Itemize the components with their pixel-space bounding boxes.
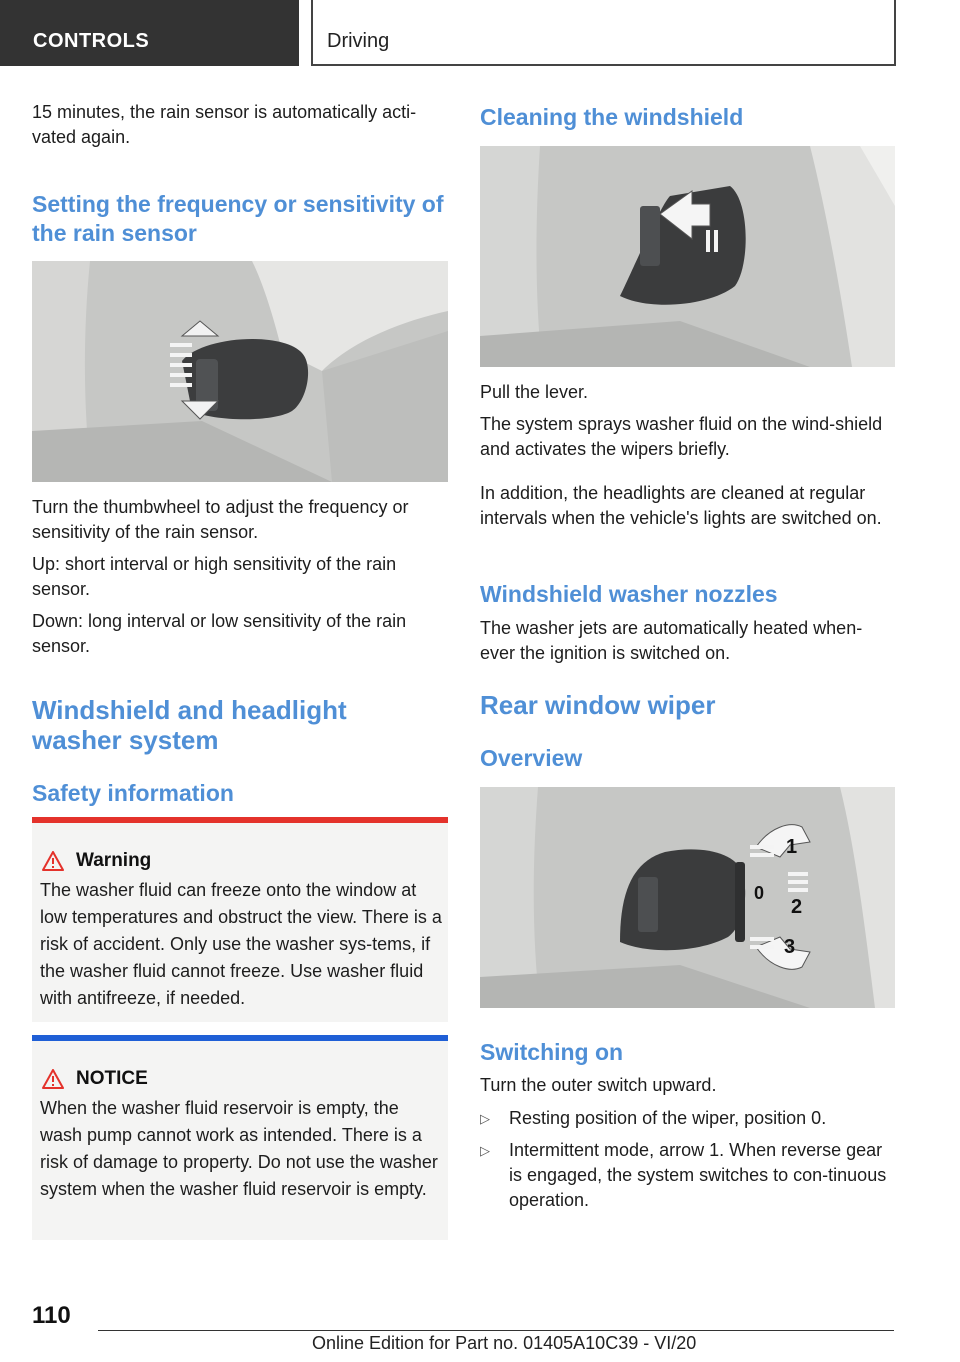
- turn-paragraph: Turn the thumbwheel to adjust the frequency or sensitivity of the rain sensor.: [32, 497, 409, 542]
- warning-title: Warning: [76, 850, 152, 871]
- notice-title: NOTICE: [76, 1068, 148, 1089]
- pull-lever-photo: [480, 146, 895, 367]
- notice-header: [42, 1068, 148, 1090]
- down-paragraph: Down: long interval or low sensitivity of the rain sensor.: [32, 611, 407, 656]
- switching-heading: Switching on: [480, 1039, 624, 1065]
- footer-edition: Online Edition for Part no. 01405A10C39 - VI/20: [312, 1333, 697, 1353]
- pull-paragraph: Pull the lever.: [480, 382, 589, 402]
- overview-heading: Overview: [480, 745, 583, 771]
- warning-triangle-icon: [42, 851, 64, 871]
- warning-box: [32, 817, 448, 1022]
- bullet-item: [480, 1106, 896, 1134]
- notice-triangle-icon: [42, 1069, 64, 1089]
- bullet-triangle-icon: ▷: [480, 1111, 490, 1126]
- notice-box: [32, 1035, 448, 1240]
- footer-divider: [98, 1330, 894, 1331]
- rear-wiper-diagram: [480, 787, 895, 1008]
- safety-heading: Safety information: [32, 780, 234, 806]
- position-2-label: 2: [791, 896, 803, 918]
- warning-header: [42, 850, 151, 872]
- nozzles-heading: Windshield washer nozzles: [480, 581, 778, 607]
- position-0-label: 0: [754, 883, 765, 903]
- up-paragraph: Up: short interval or high sensitivity of the rain sensor.: [32, 554, 397, 599]
- section-tab: CONTROLS: [0, 0, 299, 66]
- notice-text: When the washer fluid reservoir is empty, the wash pump cannot work as intended. There is a risk of damage to property. Do not use the washer system when the washer fluid reservoir is empty.: [40, 1098, 438, 1199]
- bullet-text: Resting position of the wiper, position 0.: [509, 1108, 827, 1128]
- nozzles-paragraph: The washer jets are automatically heated when‐ever the ignition is switched on.: [480, 618, 863, 663]
- rain-sensor-heading: Setting the frequency or sensitivity of the rain sensor: [32, 191, 444, 246]
- bullet-item: [480, 1138, 896, 1218]
- position-1-label: 1: [786, 836, 798, 858]
- bullet-text: Intermittent mode, arrow 1. When reverse gear is engaged, the system switches to con‐tinuous operation.: [509, 1140, 887, 1210]
- switch-paragraph: Turn the outer switch upward.: [480, 1075, 717, 1095]
- washer-system-heading: Windshield and headlight washer system: [32, 695, 347, 755]
- intro-paragraph: 15 minutes, the rain sensor is automatically acti‐vated again.: [32, 102, 417, 147]
- thumbwheel-photo: [32, 261, 448, 482]
- topic-tab: Driving: [311, 0, 896, 66]
- warning-text: The washer fluid can freeze onto the window at low temperatures and obstruct the view. There is a risk of accident. Only use the washer sys‐tems, if the washer fluid cannot freeze. Use washer fluid with antifreeze, if needed.: [40, 880, 442, 1008]
- bullet-triangle-icon: ▷: [480, 1143, 490, 1158]
- headlights-paragraph: In addition, the headlights are cleaned at regular intervals when the vehicle's lights are switched on.: [480, 483, 882, 528]
- sprays-paragraph: The system sprays washer fluid on the wind‐shield and activates the wipers briefly.: [480, 414, 883, 459]
- page-number: 110: [32, 1302, 71, 1329]
- position-3-label: 3: [784, 936, 796, 958]
- rear-wiper-heading: Rear window wiper: [480, 690, 716, 720]
- cleaning-heading: Cleaning the windshield: [480, 104, 744, 130]
